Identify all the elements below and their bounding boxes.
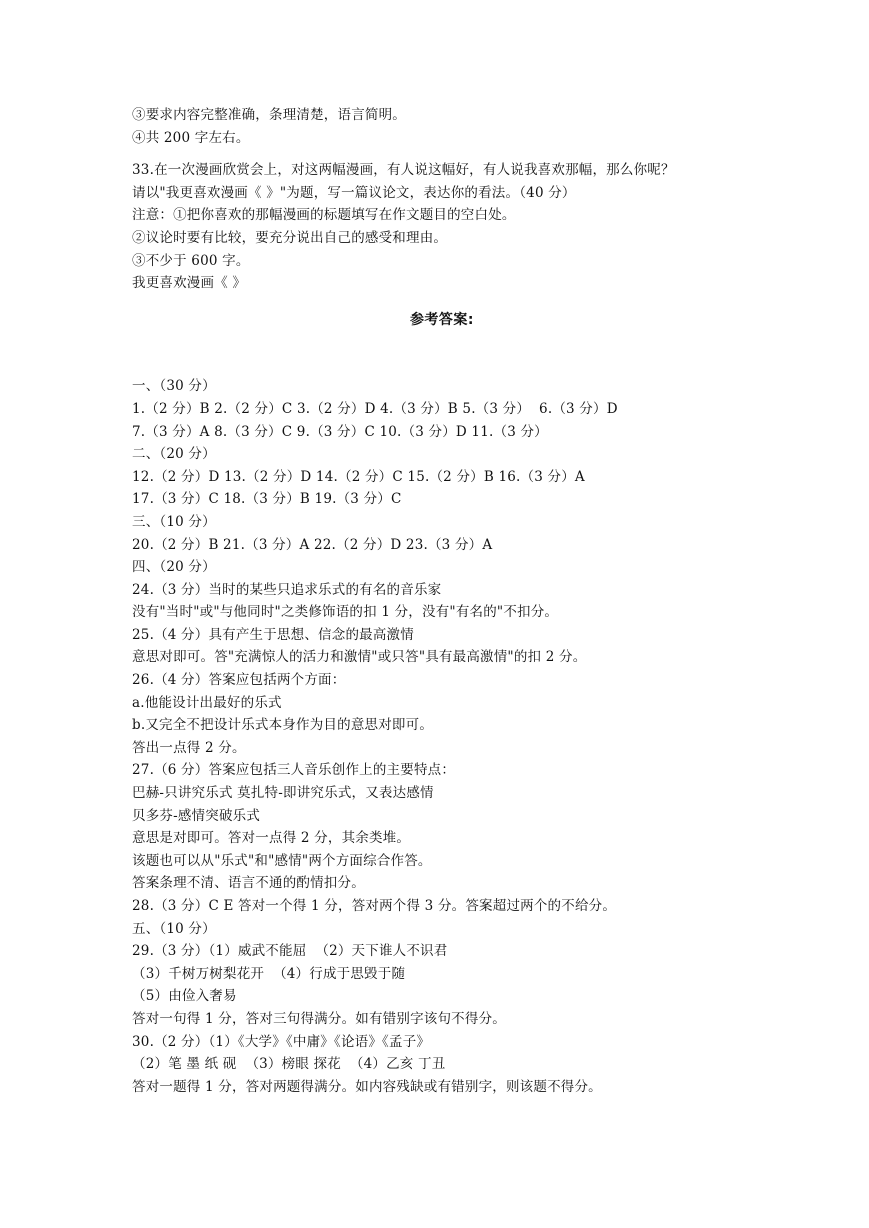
- text-line: 25.（4 分）具有产生于思想、信念的最高激情: [132, 626, 414, 643]
- text-line: 答出一点得 2 分。: [132, 739, 246, 756]
- text-line: 26.（4 分）答案应包括两个方面：: [132, 672, 346, 689]
- text-line: ②议论时要有比较，要充分说出自己的感受和理由。: [132, 229, 448, 246]
- text-line: （2）笔 墨 纸 砚 （3）榜眼 探花 （4）乙亥 丁丑: [132, 1056, 446, 1073]
- text-line: a.他能设计出最好的乐式: [132, 694, 282, 711]
- text-line: 28.（3 分）C E 答对一个得 1 分，答对两个得 3 分。答案超过两个的不给分。: [132, 898, 617, 914]
- text-line: 贝多芬-感情突破乐式: [132, 807, 261, 824]
- text-line: 一、（30 分）: [132, 378, 216, 395]
- question-33-block: [132, 159, 752, 295]
- answer-block: [132, 375, 752, 1098]
- text-line: 12.（2 分）D 13.（2 分）D 14.（2 分）C 15.（2 分）B 16.（3 分）A: [132, 468, 585, 485]
- text-line: 27.（6 分）答案应包括三人音乐创作上的主要特点：: [132, 762, 456, 779]
- text-line: 三、（10 分）: [132, 513, 216, 530]
- text-line: 没有"当时"或"与他同时"之类修饰语的扣 1 分，没有"有名的"不扣分。: [132, 604, 559, 621]
- text-line: 29.（3 分）（1）威武不能屈 （2）天下谁人不识君: [132, 943, 448, 960]
- text-line: 四、（20 分）: [132, 559, 216, 576]
- text-line: 答对一句得 1 分，答对三句得满分。如有错别字该句不得分。: [132, 1010, 506, 1027]
- text-line: 17.（3 分）C 18.（3 分）B 19.（3 分）C: [132, 491, 402, 508]
- text-line: 答案条理不清、语言不通的酌情扣分。: [132, 875, 365, 892]
- requirements-block: [132, 104, 752, 149]
- text-line: 请以"我更喜欢漫画《 》"为题，写一篇议论文，表达你的看法。（40 分）: [132, 184, 576, 201]
- text-line: ③不少于 600 字。: [132, 252, 250, 269]
- text-line: （5）由俭入奢易: [132, 988, 237, 1005]
- text-line: b.又完全不把设计乐式本身作为目的意思对即可。: [132, 717, 434, 734]
- text-line: 我更喜欢漫画《 》: [132, 275, 247, 292]
- text-line: 二、（20 分）: [132, 446, 216, 463]
- text-line: 巴赫-只讲究乐式 莫扎特-即讲究乐式，又表达感情: [132, 785, 434, 802]
- answer-heading: 参考答案:: [409, 311, 475, 328]
- text-line: （3）千树万树梨花开 （4）行成于思毁于随: [132, 965, 406, 982]
- text-line: ④共 200 字左右。: [132, 129, 250, 146]
- text-line: 意思对即可。答"充满惊人的活力和激情"或只答"具有最高激情"的扣 2 分。: [132, 649, 587, 666]
- text-line: 意思是对即可。答对一点得 2 分，其余类堆。: [132, 830, 411, 847]
- text-line: ③要求内容完整准确，条理清楚，语言简明。: [132, 107, 406, 123]
- document-page: [132, 104, 752, 1098]
- text-line: 答对一题得 1 分，答对两题得满分。如内容残缺或有错别字，则该题不得分。: [132, 1078, 602, 1095]
- text-line: 1.（2 分）B 2.（2 分）C 3.（2 分）D 4.（3 分）B 5.（3 分） 6.（3 分）D: [132, 400, 618, 417]
- text-line: 该题也可以从"乐式"和"感情"两个方面综合作答。: [132, 852, 432, 869]
- text-line: 24.（3 分）当时的某些只追求乐式的有名的音乐家: [132, 581, 442, 598]
- text-line: 五、（10 分）: [132, 920, 216, 937]
- text-line: 20.（2 分）B 21.（3 分）A 22.（2 分）D 23.（3 分）A: [132, 536, 493, 553]
- text-line: 7.（3 分）A 8.（3 分）C 9.（3 分）C 10.（3 分）D 11.（3 分）: [132, 423, 548, 440]
- text-line: 30.（2 分）（1）《大学》《中庸》《论语》《孟子》: [132, 1033, 431, 1050]
- text-line: 注意：①把你喜欢的那幅漫画的标题填写在作文题目的空白处。: [132, 207, 516, 224]
- text-line: 33.在一次漫画欣赏会上，对这两幅漫画，有人说这幅好，有人说我喜欢那幅，那么你呢？: [132, 162, 675, 179]
